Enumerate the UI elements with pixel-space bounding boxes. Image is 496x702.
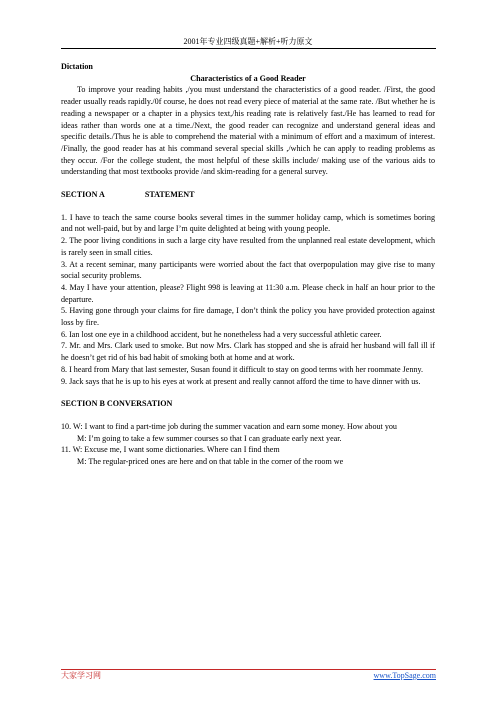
section-a-heading <box>61 189 435 201</box>
statement-item: 8. I heard from Mary that last semester, Susan found it difficult to stay on good terms with her roommate Jenny. <box>61 364 424 374</box>
conversation-line: 10. W: I want to find a part-time job during the summer vacation and earn some money. How about you <box>61 421 397 431</box>
footer-link[interactable]: www.TopSage.com <box>373 671 436 680</box>
conversation-line: M: The regular-priced ones are here and on that table in the corner of the room we <box>77 457 344 467</box>
footer-site-name: 大家学习网 <box>61 671 101 680</box>
section-a-label: SECTION A <box>61 190 105 200</box>
statement-item: 5. Having gone through your claims for fire damage, I don’t think the policy you have provided protection against loss by fire. <box>61 306 435 328</box>
statement-item: 4. May I have your attention, please? Flight 998 is leaving at 11:30 a.m. Please check in half an hour prior to the departure. <box>61 282 435 304</box>
statement-item: 6. Ian lost one eye in a childhood accident, but he nonetheless had a very successful athletic career. <box>61 329 382 339</box>
section-b-heading: SECTION B CONVERSATION <box>61 399 173 409</box>
conversation-line: 11. W: Excuse me, I want some dictionaries. Where can I find them <box>61 445 280 455</box>
statement-item: 7. Mr. and Mrs. Clark used to smoke. But now Mrs. Clark has stopped and she is afraid her husband will fall ill if he doesn’t get rid of his bad habit of smoking both at home and at work. <box>61 341 435 363</box>
statement-item: 1. I have to teach the same course books several times in the summer holiday camp, which is sometimes boring and not well-paid, but by and large I’m quite delighted at being with young people. <box>61 212 435 234</box>
dictation-text: To improve your reading habits ,/you must understand the characteristics of a good reader. /First, the good reader usually reads rapidly./0f course, he does not read every piece of material at the same rate. /But whether he is reading a newspaper or a chapter in a physics text,/his reading rate is relatively fast./He has learned to read for ideas rather than words one at a time./Next, the good reader can recognize and understand general ideas and specific details./Thus he is able to comprehend the material with a minimum of effort and a maximum of interest. /Finally, the good reader has at his command several special skills ,/which he can apply to reading problems as they occur. /For the college student, the most helpful of these skills include/ making use of the various aids to understanding that most textbooks provide /and skim-reading for a general survey. <box>61 85 435 177</box>
document-body <box>61 61 435 468</box>
statement-item: 3. At a recent seminar, many participants were worried about the fact that overpopulation may give rise to many social security problems. <box>61 259 435 281</box>
header-title: 2001年专业四级真题+解析+听力原文 <box>183 37 313 46</box>
section-a-type: STATEMENT <box>144 190 195 200</box>
page-footer <box>61 669 436 681</box>
statement-item: 9. Jack says that he is up to his eyes at work at present and really cannot afford the time to have dinner with us. <box>61 376 421 386</box>
page-header <box>0 37 496 47</box>
dictation-title: Characteristics of a Good Reader <box>190 73 306 83</box>
dictation-label: Dictation <box>61 62 93 71</box>
conversation-line: M: I’m going to take a few summer courses so that I can graduate early next year. <box>77 433 342 443</box>
footer-divider <box>61 669 436 670</box>
statement-item: 2. The poor living conditions in such a large city have resulted from the unplanned real estate development, which is rarely seen in small cities. <box>61 236 435 257</box>
header-divider <box>61 48 436 49</box>
